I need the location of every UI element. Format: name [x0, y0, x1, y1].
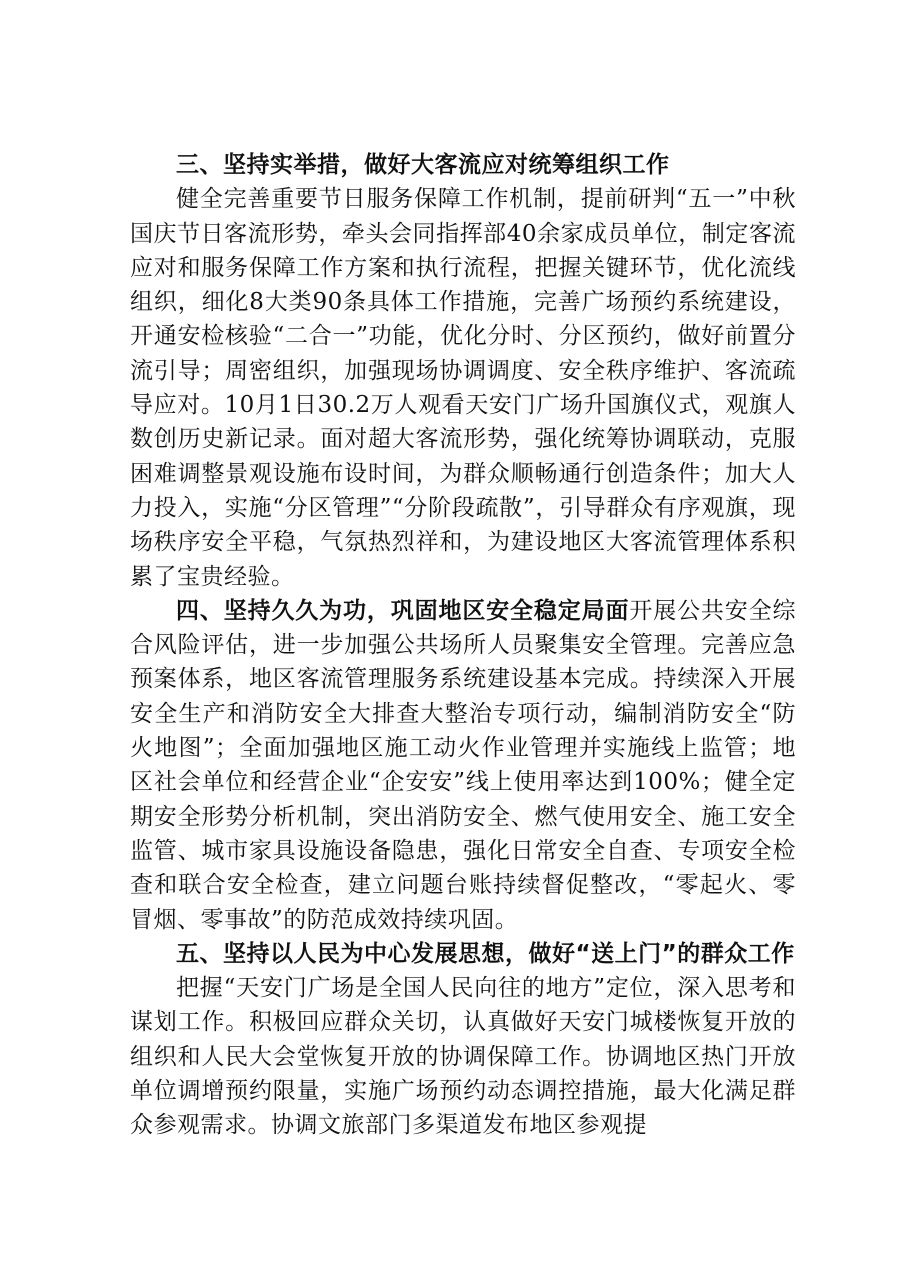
- section-4-body: 开展公共安全综合风险评估，进一步加强公共场所人员聚集安全管理。完善应急预案体系，地区客流管理服务系统建设基本完成。持续深入开展安全生产和消防安全大排查大整治专项行动，编制消防安全“防火地图”；全面加强地区施工动火作业管理并实施线上监管；地区社会单位和经营企业“企安安”线上使用率达到100%；健全定期安全形势分析机制，突出消防安全、燃气使用安全、施工安全监管、城市家具设施设备隐患，强化日常安全自查、专项安全检查和联合安全检查，建立问题台账持续督促整改，“零起火、零冒烟、零事故”的防范成效持续巩固。: [130, 597, 797, 933]
- section-3-heading: 三、坚持实举措，做好大客流应对统筹组织工作: [176, 152, 670, 178]
- section-3-paragraph: 健全完善重要节日服务保障工作机制，提前研判“五一”中秋国庆节日客流形势，牵头会同指挥部40余家成员单位，制定客流应对和服务保障工作方案和执行流程，把握关键环节，优化流线组织，细化8大类90条具体工作措施，完善广场预约系统建设，开通安检核验“二合一”功能，优化分时、分区预约，做好前置分流引导；周密组织，加强现场协调调度、安全秩序维护、客流疏导应对。10月1日30.2万人观看天安门广场升国旗仪式，观旗人数创历史新记录。面对超大客流形势，强化统筹协调联动，克服困难调整景观设施布设时间，为群众顺畅通行创造条件；加大人力投入，实施“分区管理”“分阶段疏散”，引导群众有序观旗，现场秩序安全平稳，气氛热烈祥和，为建设地区大客流管理体系积累了宝贵经验。: [130, 186, 796, 590]
- section-4-heading: 四、坚持久久为功，巩固地区安全稳定局面: [176, 597, 630, 624]
- document-body: [130, 148, 796, 1143]
- section-5-heading: 五、坚持以人民为中心发展思想，做好“送上门”的群众工作: [176, 940, 795, 967]
- section-5-paragraph: 把握“天安门广场是全国人民向往的地方”定位，深入思考和谋划工作。积极回应群众关切，认真做好天安门城楼恢复开放的组织和人民大会堂恢复开放的协调保障工作。协调地区热门开放单位调增预约限量，实施广场预约动态调控措施，最大化满足群众参观需求。协调文旅部门多渠道发布地区参观提: [130, 975, 796, 1139]
- section-4-paragraph: [130, 594, 796, 937]
